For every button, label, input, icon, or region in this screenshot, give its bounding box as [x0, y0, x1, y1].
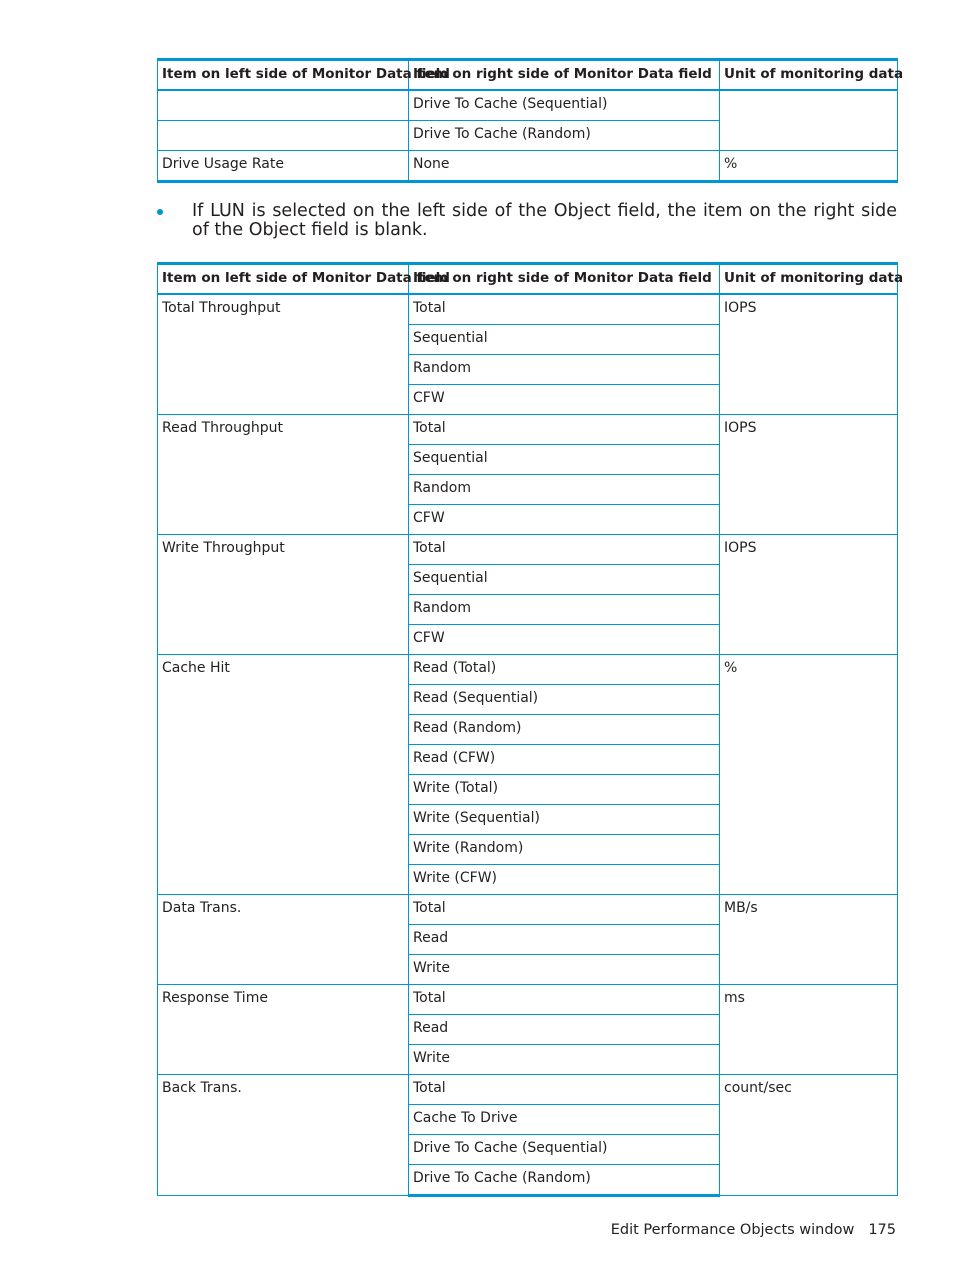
cell-right-item: Random	[409, 595, 720, 625]
cell-unit: count/sec	[720, 1075, 898, 1196]
cell-right-item: Drive To Cache (Sequential)	[409, 1135, 720, 1165]
table-row	[158, 1075, 898, 1105]
cell-right-item: Total	[409, 985, 720, 1015]
cell-right-item: Write (Sequential)	[409, 805, 720, 835]
cell-right-item: Write	[409, 955, 720, 985]
table-header-row	[158, 264, 898, 295]
cell-left-item	[158, 121, 409, 151]
cell-right-item: Random	[409, 355, 720, 385]
header-left-item: Item on left side of Monitor Data field	[158, 264, 409, 295]
table-row	[158, 985, 898, 1015]
cell-right-item: CFW	[409, 505, 720, 535]
cell-right-item: Write (Random)	[409, 835, 720, 865]
cell-right-item: Cache To Drive	[409, 1105, 720, 1135]
cell-right-item: Read (Sequential)	[409, 685, 720, 715]
table-row	[158, 895, 898, 925]
monitor-data-table-continued	[157, 58, 904, 183]
cell-unit: %	[720, 151, 898, 182]
cell-unit: ms	[720, 985, 898, 1075]
cell-left-item: Response Time	[158, 985, 409, 1075]
table-row	[158, 151, 898, 182]
cell-right-item: Drive To Cache (Random)	[409, 121, 720, 151]
cell-right-item: Sequential	[409, 445, 720, 475]
table-row	[158, 294, 898, 325]
lun-monitor-data-table	[157, 262, 904, 1197]
cell-right-item: Total	[409, 415, 720, 445]
cell-right-item: Drive To Cache (Sequential)	[409, 90, 720, 121]
cell-unit	[720, 90, 898, 151]
table-row	[158, 90, 898, 121]
table-row	[158, 535, 898, 565]
cell-right-item: Sequential	[409, 325, 720, 355]
cell-left-item	[158, 90, 409, 121]
header-left-item: Item on left side of Monitor Data field	[158, 60, 409, 91]
table-row	[158, 415, 898, 445]
bullet-item	[157, 202, 897, 240]
cell-left-item: Data Trans.	[158, 895, 409, 985]
header-unit: Unit of monitoring data	[720, 60, 898, 91]
cell-right-item: Read	[409, 1015, 720, 1045]
cell-left-item: Total Throughput	[158, 294, 409, 415]
cell-right-item: CFW	[409, 625, 720, 655]
cell-right-item: None	[409, 151, 720, 182]
cell-right-item: Read (Random)	[409, 715, 720, 745]
cell-right-item: Read (Total)	[409, 655, 720, 685]
header-right-item: Item on right side of Monitor Data field	[409, 264, 720, 295]
cell-right-item: Read (CFW)	[409, 745, 720, 775]
cell-right-item: Total	[409, 535, 720, 565]
cell-left-item: Back Trans.	[158, 1075, 409, 1196]
bullet-dot-icon	[157, 209, 163, 215]
cell-right-item: Total	[409, 895, 720, 925]
page-footer	[611, 1222, 896, 1238]
table-header-row	[158, 60, 898, 91]
cell-unit: IOPS	[720, 294, 898, 415]
table-body	[158, 294, 898, 1196]
cell-right-item: Read	[409, 925, 720, 955]
cell-right-item: Drive To Cache (Random)	[409, 1165, 720, 1196]
cell-right-item: Total	[409, 294, 720, 325]
footer-title: Edit Performance Objects window	[610, 1222, 855, 1238]
header-unit: Unit of monitoring data	[720, 264, 898, 295]
cell-right-item: Random	[409, 475, 720, 505]
cell-right-item: CFW	[409, 385, 720, 415]
cell-left-item: Drive Usage Rate	[158, 151, 409, 182]
cell-right-item: Sequential	[409, 565, 720, 595]
cell-left-item: Cache Hit	[158, 655, 409, 895]
cell-unit: IOPS	[720, 415, 898, 535]
cell-unit: %	[720, 655, 898, 895]
cell-right-item: Total	[409, 1075, 720, 1105]
cell-left-item: Write Throughput	[158, 535, 409, 655]
cell-right-item: Write (CFW)	[409, 865, 720, 895]
bullet-text: If LUN is selected on the left side of the Object field, the item on the right side of the Object field is blank.	[192, 201, 897, 240]
cell-right-item: Write (Total)	[409, 775, 720, 805]
cell-unit: IOPS	[720, 535, 898, 655]
table-row	[158, 655, 898, 685]
cell-unit: MB/s	[720, 895, 898, 985]
cell-right-item: Write	[409, 1045, 720, 1075]
cell-left-item: Read Throughput	[158, 415, 409, 535]
header-right-item: Item on right side of Monitor Data field	[409, 60, 720, 91]
page-number: 175	[868, 1222, 896, 1238]
